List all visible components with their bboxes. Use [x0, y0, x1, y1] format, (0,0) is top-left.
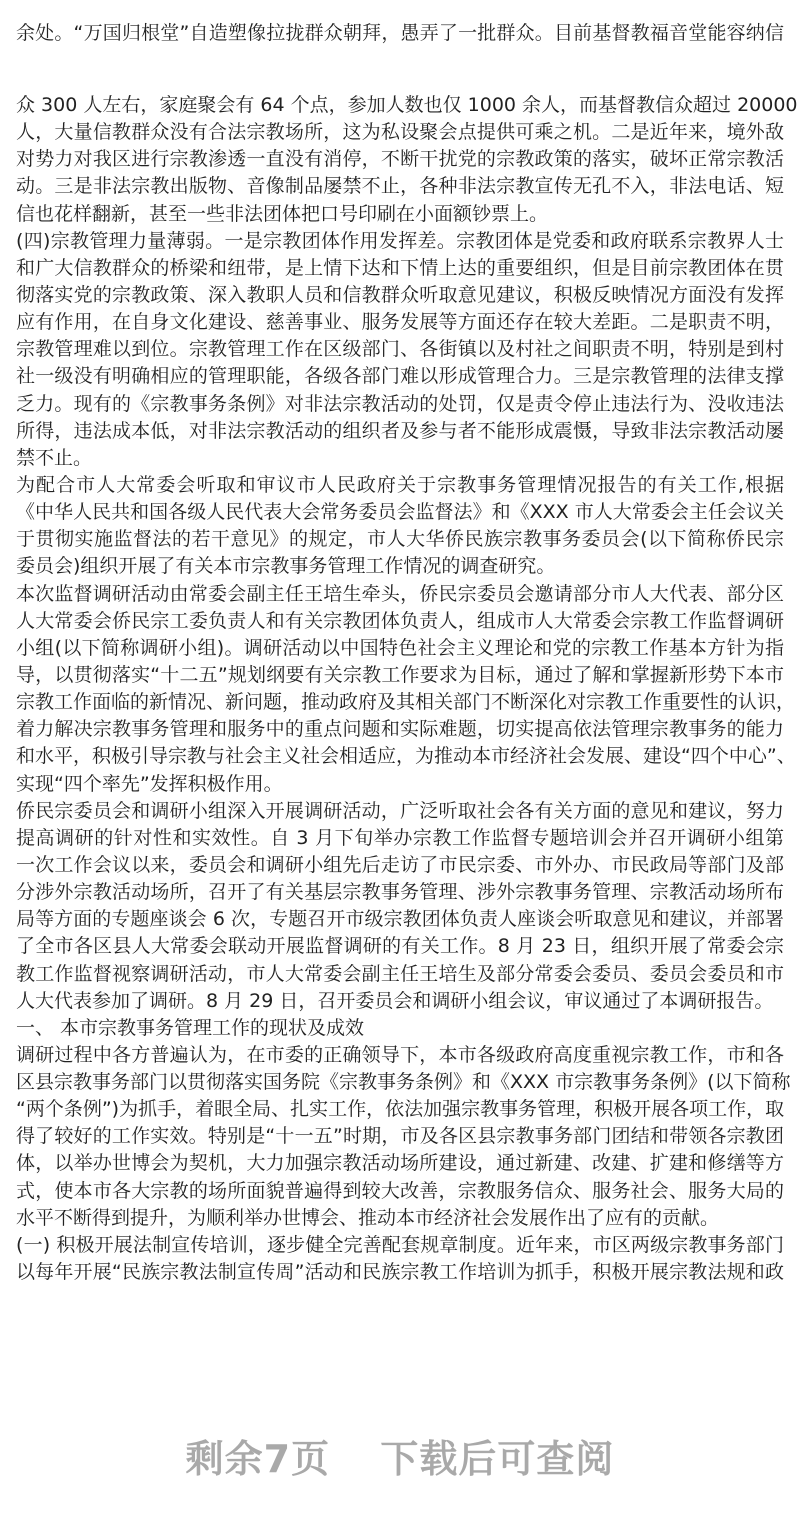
text-line: 众 300 人左右，家庭聚会有 64 个点，参加人数也仅 1000 余人，而基督教信众超过 20000 — [16, 94, 798, 116]
text-line: 调研过程中各方普遍认为，在市委的正确领导下，本市各级政府高度重视宗教工作，市和各 — [16, 1043, 784, 1066]
paragraph — [16, 20, 784, 47]
text-line: (四)宗教管理力量薄弱。一是宗教团体作用发挥差。宗教团体是党委和政府联系宗教界人士 — [16, 229, 784, 252]
text-line: 《中华人民共和国各级人民代表大会常务委员会监督法》和《XXX 市人大常委会主任会议关 — [16, 501, 784, 524]
text-line: 和广大信教群众的桥梁和纽带，是上情下达和下情上达的重要组织，但是目前宗教团体在贯 — [16, 256, 784, 279]
text-line: 彻落实党的宗教政策、深入教职人员和信教群众听取意见建议，积极反映情况方面没有发挥 — [16, 283, 784, 306]
text-line: 禁不止。 — [16, 446, 93, 469]
section-heading — [16, 1015, 784, 1042]
text-line: 对势力对我区进行宗教渗透一直没有消停，不断干扰党的宗教政策的落实，破坏正常宗教活 — [16, 148, 784, 171]
text-line: 一次工作会议以来，委员会和调研小组先后走访了市民宗委、市外办、市民政局等部门及部 — [16, 853, 784, 876]
text-line: 本次监督调研活动由常委会副主任王培生牵头，侨民宗委员会邀请部分市人大代表、部分区 — [16, 582, 784, 605]
paragraph — [16, 228, 784, 472]
text-line: 局等方面的专题座谈会 6 次，专题召开市级宗教团体负责人座谈会听取意见和建议，并部署 — [16, 908, 784, 931]
paragraph — [16, 1232, 784, 1286]
text-line: 于贯彻实施监督法的若干意见》的规定，市人大华侨民族宗教事务委员会(以下简称侨民宗 — [16, 528, 784, 551]
text-line: 侨民宗委员会和调研小组深入开展调研活动，广泛听取社会各有关方面的意见和建议，努力 — [16, 799, 784, 822]
text-line: 和水平，积极引导宗教与社会主义社会相适应，为推动本市经济社会发展、建设“四个中心”、 — [16, 745, 796, 768]
text-line: 区县宗教事务部门以贯彻落实国务院《宗教事务条例》和《XXX 市宗教事务条例》(以下简称 — [16, 1071, 791, 1094]
text-line: 宗教管理难以到位。宗教管理工作在区级部门、各街镇以及村社之间职责不明，特别是到村 — [16, 338, 784, 361]
text-line: 为配合市人大常委会听取和审议市人民政府关于宗教事务管理情况报告的有关工作,根据 — [16, 473, 784, 496]
download-to-view-label[interactable]: 下载后可查阅 — [380, 1437, 615, 1481]
text-line: 动。三是非法宗教出版物、音像制品屡禁不止，各种非法宗教宣传无孔不入，非法电话、短 — [16, 175, 784, 198]
text-line: 式，使本市各大宗教的场所面貌普遍得到较大改善，宗教服务信众、服务社会、服务大局的 — [16, 1179, 784, 1202]
text-line: 应有作用，在自身文化建设、慈善事业、服务发展等方面还存在较大差距。二是职责不明， — [16, 311, 784, 334]
text-line: 体，以举办世博会为契机，大力加强宗教活动场所建设，通过新建、改建、扩建和修缮等方 — [16, 1152, 784, 1175]
text-line: 人大常委会侨民宗工委负责人和有关宗教团体负责人，组成市人大常委会宗教工作监督调研 — [16, 609, 784, 632]
document-body — [16, 92, 798, 1286]
paragraph — [16, 581, 796, 798]
text-line: 委员会)组织开展了有关本市宗教事务管理工作情况的调查研究。 — [16, 555, 556, 578]
text-line: 水平不断得到提升，为顺利举办世博会、推动本市经济社会发展作出了应有的贡献。 — [16, 1206, 720, 1229]
paragraph — [16, 1042, 791, 1232]
text-line: 实现“四个率先”发挥积极作用。 — [16, 772, 283, 795]
text-line: 导，以贯彻落实“十二五”规划纲要有关宗教工作要求为目标，通过了解和掌握新形势下本市 — [16, 663, 784, 686]
download-prompt[interactable] — [0, 1428, 800, 1483]
document-fragment-top — [16, 20, 784, 47]
text-line: 宗教工作面临的新情况、新问题，推动政府及其相关部门不断深化对宗教工作重要性的认识， — [16, 691, 796, 714]
paragraph — [16, 92, 798, 228]
paragraph — [16, 798, 784, 1015]
text-line: 余处。“万国归根堂”自造塑像拉拢群众朝拜，愚弄了一批群众。目前基督教福音堂能容纳信 — [16, 22, 784, 44]
text-line: 教工作监督视察调研活动，市人大常委会副主任王培生及部分常委会委员、委员会委员和市 — [16, 962, 784, 985]
text-line: 以每年开展“民族宗教法制宣传周”活动和民族宗教工作培训为抓手，积极开展宗教法规和政 — [16, 1261, 784, 1284]
text-line: 信也花样翻新，甚至一些非法团体把口号印刷在小面额钞票上。 — [16, 202, 549, 225]
text-line: 人大代表参加了调研。8 月 29 日，召开委员会和调研小组会议，审议通过了本调研报告。 — [16, 989, 774, 1012]
text-line: 着力解决宗教事务管理和服务中的重点问题和实际难题，切实提高依法管理宗教事务的能力 — [16, 718, 784, 741]
text-line: 得了较好的工作实效。特别是“十一五”时期，市及各区县宗教事务部门团结和带领各宗教团 — [16, 1125, 784, 1148]
text-line: 了全市各区县人大常委会联动开展监督调研的有关工作。8 月 23 日，组织开展了常委会宗 — [16, 935, 784, 958]
text-line: 小组(以下简称调研小组)。调研活动以中国特色社会主义理论和党的宗教工作基本方针为指 — [16, 636, 784, 659]
text-line: 分涉外宗教活动场所，召开了有关基层宗教事务管理、涉外宗教事务管理、宗教活动场所布 — [16, 881, 784, 904]
text-line: (一) 积极开展法制宣传培训，逐步健全完善配套规章制度。近年来，市区两级宗教事务部门 — [16, 1233, 784, 1256]
text-line: 一、 本市宗教事务管理工作的现状及成效 — [16, 1016, 365, 1039]
text-line: 所得，违法成本低，对非法宗教活动的组织者及参与者不能形成震慑，导致非法宗教活动屡 — [16, 419, 784, 442]
text-line: “两个条例”)为抓手，着眼全局、扎实工作，依法加强宗教事务管理，积极开展各项工作，取 — [16, 1098, 785, 1121]
text-line: 提高调研的针对性和实效性。自 3 月下旬举办宗教工作监督专题培训会并召开调研小组第 — [16, 826, 784, 849]
paragraph — [16, 472, 784, 581]
remaining-pages-label: 剩余7页 — [185, 1437, 331, 1481]
text-line: 乏力。现有的《宗教事务条例》对非法宗教活动的处罚，仅是责令停止违法行为、没收违法 — [16, 392, 784, 415]
text-line: 人，大量信教群众没有合法宗教场所，这为私设聚会点提供可乘之机。二是近年来，境外敌 — [16, 121, 784, 144]
text-line: 社一级没有明确相应的管理职能，各级各部门难以形成管理合力。三是宗教管理的法律支撑 — [16, 365, 784, 388]
